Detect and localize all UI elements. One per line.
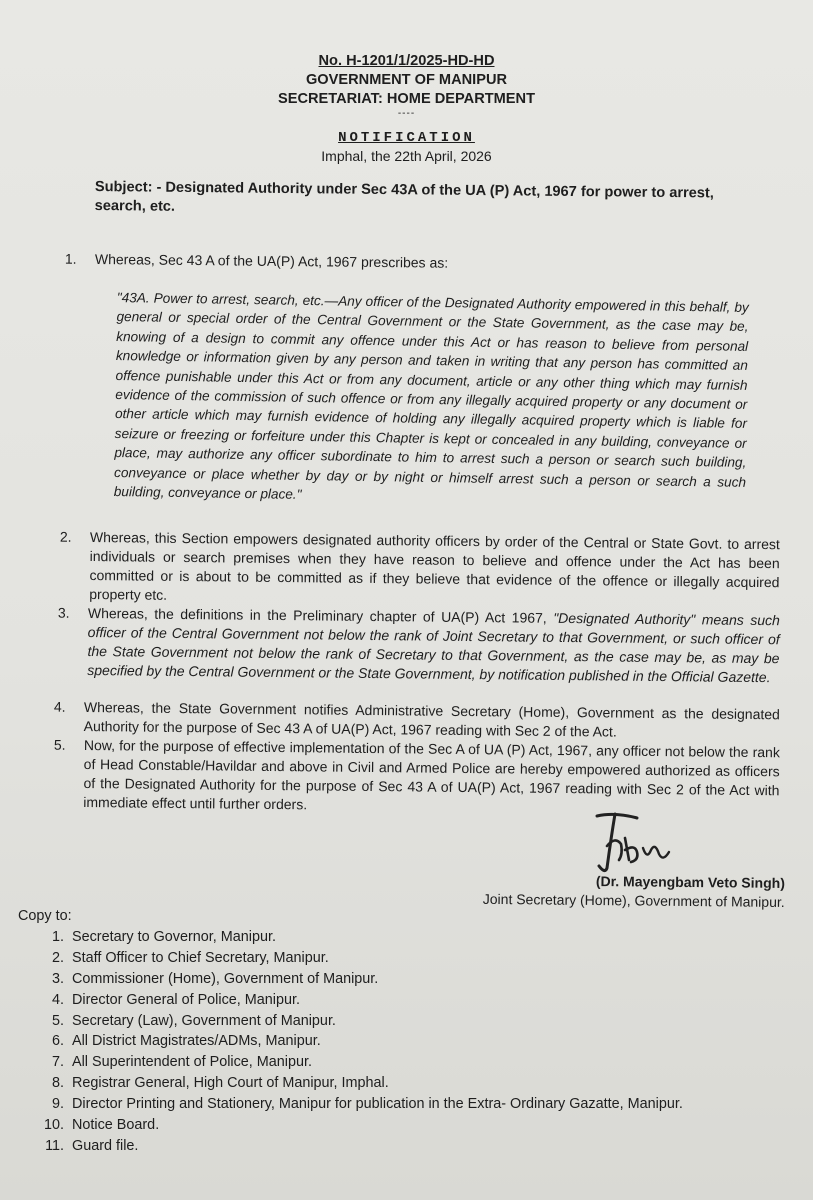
paragraph-number: 1. <box>64 250 77 267</box>
list-item: 7. All Superintendent of Police, Manipur. <box>68 1052 778 1073</box>
reference-number: No. H-1201/1/2025-HD-HD <box>318 53 495 69</box>
paragraph-text: Whereas, Sec 43 A of the UA(P) Act, 1967 prescribes as: <box>94 250 449 271</box>
signatory-designation: Joint Secretary (Home), Government of Manipur. <box>482 890 785 910</box>
paragraph-number: 3. <box>57 604 70 621</box>
notification-heading <box>0 130 813 164</box>
list-item: 8. Registrar General, High Court of Manipur, Imphal. <box>68 1073 778 1094</box>
header-separator: ---- <box>397 108 416 119</box>
list-item: 10. Notice Board. <box>68 1115 778 1136</box>
list-item: 6. All District Magistrates/ADMs, Manipur. <box>68 1031 778 1052</box>
list-item: 11. Guard file. <box>68 1136 778 1157</box>
subject-line: Subject: - Designated Authority under Sec 43A of the UA (P) Act, 1967 for power to arrest, search, etc. <box>94 178 714 215</box>
paragraph-number: 4. <box>53 698 66 715</box>
paragraph-text: Whereas, the definitions in the Preliminary chapter of UA(P) Act 1967, <box>87 604 554 626</box>
notification-title: NOTIFICATION <box>338 130 475 146</box>
list-item: 2. Staff Officer to Chief Secretary, Manipur. <box>68 948 778 969</box>
paragraph-text: Whereas, the State Government notifies Administrative Secretary (Home), Government as the designated Authority for the purpose of Sec 43 A of UA(P) Act, 1967 reading with Sec 2 of the Act. <box>83 698 780 740</box>
copy-to-list <box>18 927 778 1157</box>
list-item: 4. Director General of Police, Manipur. <box>68 990 778 1011</box>
paragraph-text: Whereas, this Section empowers designated authority officers by order of the Central or State Govt. to arrest individuals or search premises when they have reason to believe and offence under the Act has been committed or is about to be committed as if they believe that evidence of the offence or illegally acquired property etc. <box>89 528 780 603</box>
paragraph-5 <box>53 736 780 819</box>
copy-to-section <box>18 906 778 1157</box>
paragraph-number: 2. <box>59 528 72 545</box>
list-item: 3. Commissioner (Home), Government of Manipur. <box>68 969 778 990</box>
list-item: 5. Secretary (Law), Government of Manipur. <box>68 1011 778 1032</box>
definition-text: "Designated Authority" means such officer of the Central Government not below the rank of Joint Secretary to that Government, or such officer of the State Government not below the rank of Secretary to that Government, as the case may be, as may be specified by the Central Government or the State Government, by notification published in the Official Gazette. <box>87 609 780 686</box>
paragraph-text: Now, for the purpose of effective implementation of the Sec A of UA (P) Act, 1967, any officer not below the rank of Head Constable/Havildar and above in Civil and Armed Police are hereby empowered authorized as officers of the Designated Authority for the purpose of Sec 43 A of UA(P) Act, 1967 reading with Sec 2 of the Act with immediate effect until further orders. <box>83 736 780 813</box>
notification-date: Imphal, the 22th April, 2026 <box>321 148 492 164</box>
department-name: SECRETARIAT: HOME DEPARTMENT <box>277 91 535 107</box>
letter-header <box>0 52 813 119</box>
signatory-name: (Dr. Mayengbam Veto Singh) <box>595 873 785 891</box>
paragraph-3 <box>57 604 780 687</box>
handwritten-signature <box>585 808 685 878</box>
paragraph-2 <box>59 528 780 611</box>
government-name: GOVERNMENT OF MANIPUR <box>305 72 508 88</box>
paragraph-1 <box>64 250 735 276</box>
section-quote: "43A. Power to arrest, search, etc.—Any officer of the Designated Authority empowered in this behalf, by general or special order of the Central Government or the State Government, as the case may be, knowing of a design to commit any offence under this Act or has reason to believe from personal knowledge or information given by any person and taken in writing that any person has committed an offence punishable under this Act or from any document, article or any other thing which may furnish evidence of the commission of such offence or from any illegally acquired property or any document or other article which may furnish evidence of holding any illegally acquired property which is liable for seizure or freezing or forfeiture under this Chapter is kept or concealed in any building, conveyance or place, may authorize any officer subordinate to him to arrest such a person or search such building, conveyance or place whether by day or by night or himself arrest such a person or search a such building, conveyance or place." <box>113 289 749 502</box>
list-item: 1. Secretary to Governor, Manipur. <box>68 927 778 948</box>
list-item: 9. Director Printing and Stationery, Manipur for publication in the Extra- Ordinary Gazatte, Manipur. <box>68 1094 778 1115</box>
copy-to-heading: Copy to: <box>18 908 72 924</box>
paragraph-number: 5. <box>53 736 66 753</box>
